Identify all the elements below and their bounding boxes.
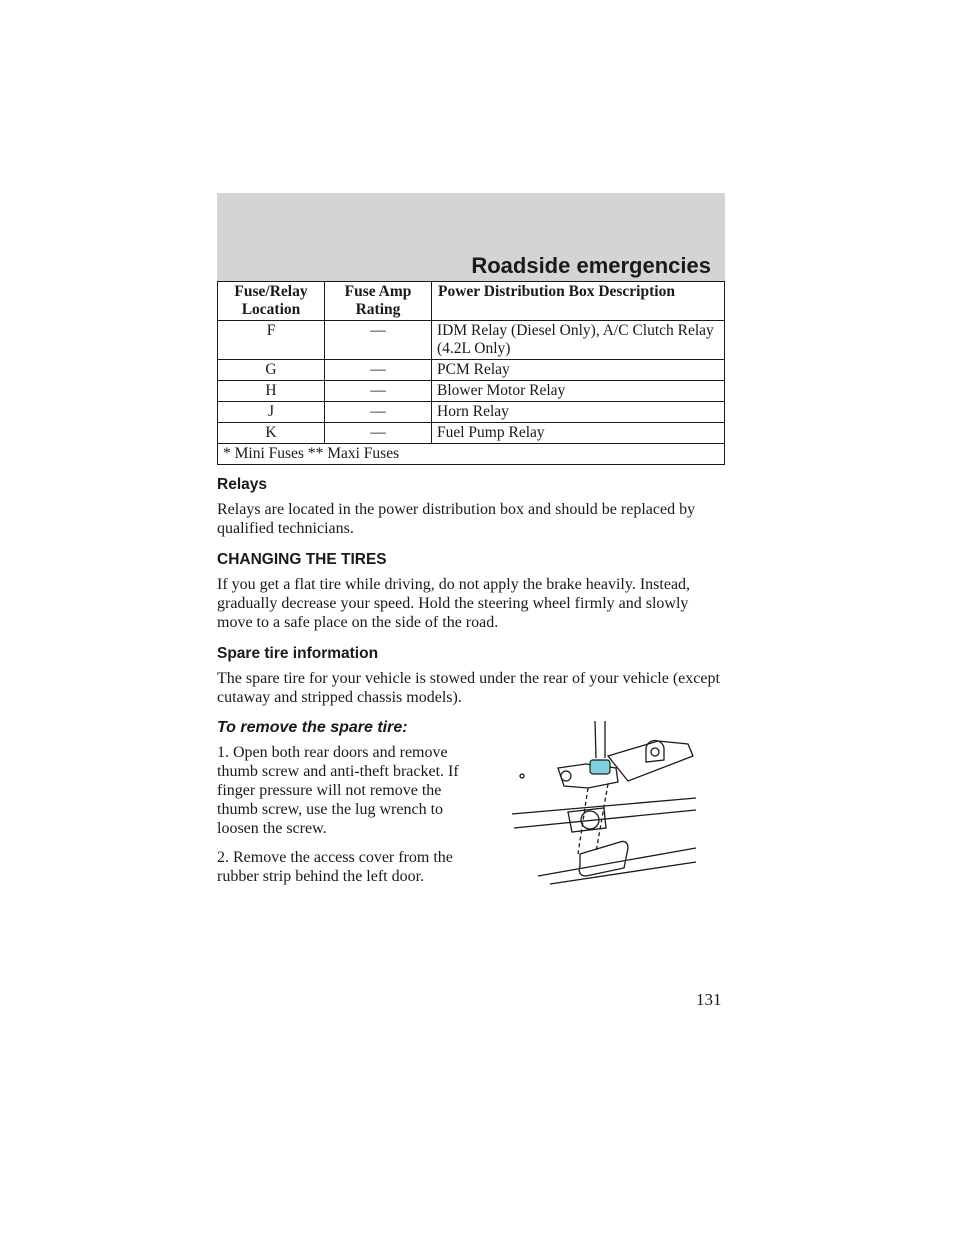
- cell-amp-rating: —: [325, 423, 432, 444]
- cell-description: PCM Relay: [432, 360, 725, 381]
- cell-location: J: [218, 402, 325, 423]
- cell-description: Horn Relay: [432, 402, 725, 423]
- cell-description: Blower Motor Relay: [432, 381, 725, 402]
- cell-amp-rating: —: [325, 381, 432, 402]
- table-footnote-row: [218, 444, 725, 465]
- cell-amp-rating: —: [325, 321, 432, 360]
- step-1-paragraph: 1. Open both rear doors and remove thumb screw and anti-theft bracket. If finger pressure will not remove the thumb screw, use the lug wrench to loosen the screw.: [217, 744, 459, 837]
- cell-location: F: [218, 321, 325, 360]
- remove-spare-heading: To remove the spare tire:: [217, 719, 408, 736]
- table-row: [218, 360, 725, 381]
- table-row: [218, 381, 725, 402]
- table-row: [218, 402, 725, 423]
- spare-tire-access-illustration: [508, 716, 698, 886]
- relays-heading: Relays: [217, 476, 267, 493]
- table-row: [218, 321, 725, 360]
- table-header-row: [218, 282, 725, 321]
- section-title: Roadside emergencies: [471, 253, 711, 278]
- relays-paragraph: Relays are located in the power distribution box and should be replaced by qualified technicians.: [217, 501, 696, 537]
- column-header-location: Fuse/Relay Location: [218, 282, 325, 321]
- spare-info-paragraph: The spare tire for your vehicle is stowed under the rear of your vehicle (except cutaway and stripped chassis models).: [217, 670, 720, 706]
- cell-location: K: [218, 423, 325, 444]
- cell-location: G: [218, 360, 325, 381]
- cell-description: IDM Relay (Diesel Only), A/C Clutch Relay (4.2L Only): [432, 321, 725, 360]
- spare-info-heading: Spare tire information: [217, 645, 379, 662]
- changing-tires-heading: CHANGING THE TIRES: [217, 551, 387, 568]
- changing-tires-paragraph: If you get a flat tire while driving, do not apply the brake heavily. Instead, gradually decrease your speed. Hold the steering wheel firmly and slowly move to a safe place on the side of the road.: [217, 576, 691, 631]
- thumb-screw-highlight: [590, 760, 610, 774]
- table-row: [218, 423, 725, 444]
- cell-amp-rating: —: [325, 402, 432, 423]
- page-number: 131: [696, 990, 722, 1009]
- fuse-table: [217, 281, 725, 465]
- cell-amp-rating: —: [325, 360, 432, 381]
- section-header-band: [217, 193, 725, 291]
- cell-location: H: [218, 381, 325, 402]
- table-footnote: * Mini Fuses ** Maxi Fuses: [218, 444, 725, 465]
- step-2-paragraph: 2. Remove the access cover from the rubber strip behind the left door.: [217, 849, 453, 885]
- cell-description: Fuel Pump Relay: [432, 423, 725, 444]
- column-header-description: Power Distribution Box Description: [432, 282, 725, 321]
- column-header-amp-rating: Fuse Amp Rating: [325, 282, 432, 321]
